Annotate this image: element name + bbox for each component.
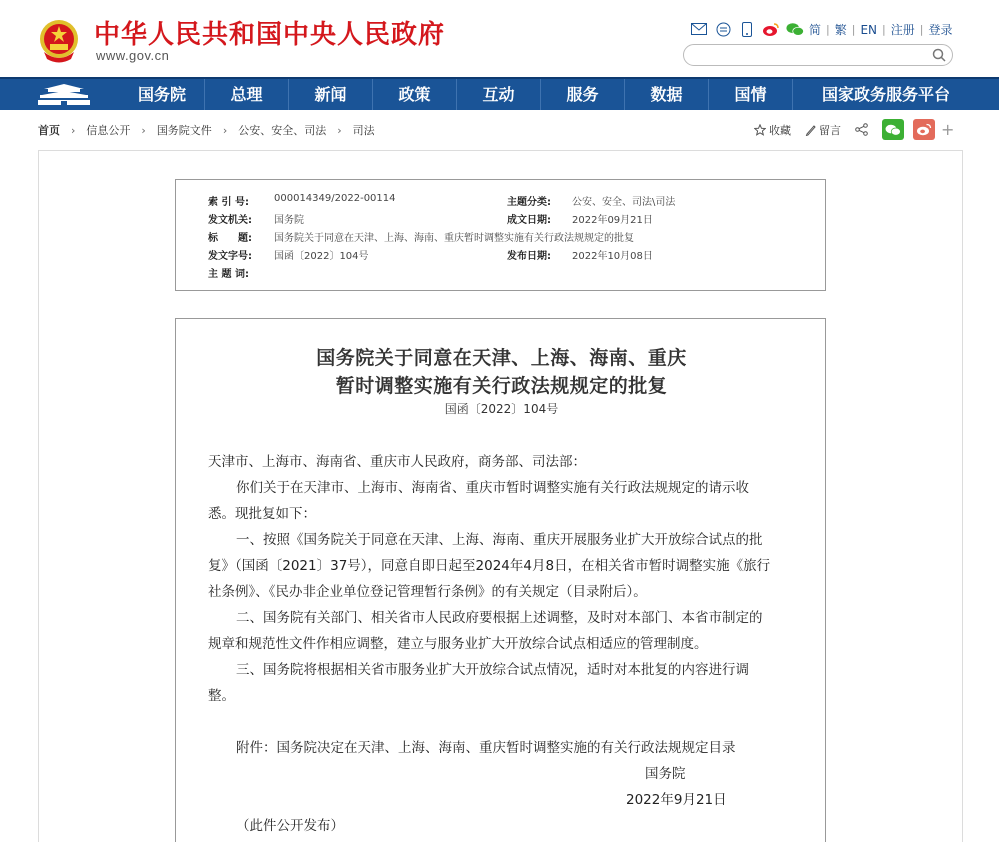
index-label: 索 引 号:: [208, 197, 249, 208]
share-icon: [855, 123, 868, 136]
star-icon: [754, 124, 766, 136]
share-button[interactable]: [855, 123, 868, 136]
comment-label: 留言: [819, 123, 841, 137]
divider: |: [826, 23, 830, 36]
search-box: [683, 44, 953, 66]
divider: |: [882, 23, 886, 36]
traditional-link[interactable]: 繁: [834, 23, 847, 37]
keywords-label: 主 题 词:: [208, 269, 249, 280]
paragraph-line: 整。: [208, 688, 235, 704]
breadcrumb-state-council-documents[interactable]: 国务院文件: [156, 124, 212, 137]
doc-number-label: 发文字号:: [208, 251, 252, 262]
main-nav: [0, 77, 999, 110]
pencil-icon: [805, 124, 816, 136]
favorite-button[interactable]: [754, 122, 791, 138]
wechat-icon[interactable]: [786, 21, 804, 37]
search-icon[interactable]: [932, 48, 946, 62]
national-emblem-icon[interactable]: [38, 18, 80, 64]
login-link[interactable]: 登录: [928, 23, 953, 37]
chevron-right-icon: ›: [141, 123, 146, 137]
favorite-label: 收藏: [769, 123, 791, 137]
article-doc-number: 国函〔2022〕104号: [444, 402, 559, 416]
paragraph-line: 复》（国函〔2021〕37号），同意自即日起至2024年4月8日，在相关省市暂时调整实施《旅行: [208, 558, 771, 574]
divider: |: [851, 23, 856, 36]
paragraph-line: 悉。现批复如下：: [208, 506, 316, 522]
breadcrumb-home[interactable]: 首页: [38, 124, 60, 137]
breadcrumb-judicial[interactable]: 司法: [352, 124, 375, 137]
signatory: 国务院: [645, 766, 686, 782]
issuer-label: 发文机关:: [208, 215, 252, 226]
mobile-icon[interactable]: [738, 21, 756, 37]
nav-item-state-council[interactable]: 国务院: [137, 85, 186, 104]
nav-item-national-info[interactable]: 国情: [708, 79, 792, 110]
chevron-right-icon: ›: [71, 123, 76, 137]
weibo-icon[interactable]: [762, 21, 780, 37]
publication-note: （此件公开发布）: [236, 818, 344, 834]
doc-number-value: 国函〔2022〕104号: [274, 251, 369, 262]
issuer-value: 国务院: [274, 215, 304, 226]
paragraph-line: 社条例》、《民办非企业单位登记管理暂行条例》的有关规定（目录附后）。: [208, 584, 647, 600]
site-header: [0, 0, 999, 77]
published-date-value: 2022年10月08日: [572, 251, 653, 262]
article-body: [175, 318, 826, 842]
breadcrumb: [38, 122, 375, 138]
signature-date: 2022年9月21日: [626, 792, 727, 808]
nav-item-premier[interactable]: 总理: [204, 79, 288, 110]
created-date-label: 成文日期:: [507, 215, 551, 226]
wechat-share-button[interactable]: [882, 119, 904, 140]
chevron-right-icon: ›: [337, 123, 342, 137]
mail-icon[interactable]: [690, 21, 708, 37]
breadcrumb-info-disclosure[interactable]: 信息公开: [86, 124, 131, 137]
nav-item-interaction[interactable]: 互动: [456, 79, 540, 110]
english-link[interactable]: EN: [860, 22, 878, 37]
page-tools: [754, 119, 954, 140]
nav-item-gov-service-platform[interactable]: 国家政务服务平台: [792, 79, 979, 110]
tiananmen-gate-icon[interactable]: [36, 82, 92, 106]
title-label: 标 题:: [208, 233, 252, 244]
title-value: 国务院关于同意在天津、上海、海南、重庆暂时调整实施有关行政法规规定的批复: [274, 233, 634, 244]
document-info-table: [175, 179, 826, 291]
site-domain: www.gov.cn: [96, 48, 170, 63]
comment-button[interactable]: [805, 122, 841, 138]
top-links: [804, 21, 958, 38]
paragraph-line: 三、国务院将根据相关省市服务业扩大开放综合试点情况，适时对本批复的内容进行调: [236, 662, 749, 678]
site-title[interactable]: 中华人民共和国中央人民政府: [94, 20, 446, 50]
article-title-line-2: 暂时调整实施有关行政法规规定的批复: [335, 375, 668, 397]
paragraph-line: 你们关于在天津市、上海市、海南省、重庆市暂时调整实施有关行政法规规定的请示收: [236, 480, 749, 496]
simplified-link[interactable]: 简: [809, 23, 822, 37]
nav-item-data[interactable]: 数据: [624, 79, 708, 110]
category-label: 主题分类:: [507, 197, 551, 208]
paragraph-line: 规章和规范性文件作相应调整，建立与服务业扩大开放综合试点相适应的管理制度。: [208, 636, 708, 652]
search-input[interactable]: [694, 46, 934, 66]
article-title-line-1: 国务院关于同意在天津、上海、海南、重庆: [316, 347, 687, 369]
paragraph-line: 一、按照《国务院关于同意在天津、上海、海南、重庆开展服务业扩大开放综合试点的批: [236, 532, 763, 548]
more-share-icon[interactable]: +: [941, 120, 955, 139]
message-icon[interactable]: [714, 21, 732, 37]
addressee: 天津市、上海市、海南省、重庆市人民政府，商务部、司法部：: [208, 454, 586, 470]
register-link[interactable]: 注册: [890, 23, 915, 37]
divider: |: [919, 23, 924, 36]
attachment-link[interactable]: 附件：国务院决定在天津、上海、海南、重庆暂时调整实施的有关行政法规规定目录: [236, 740, 736, 756]
paragraph-line: 二、国务院有关部门、相关省市人民政府要根据上述调整，及时对本部门、本省市制定的: [236, 610, 763, 626]
weibo-share-button[interactable]: [913, 119, 935, 140]
category-value: 公安、安全、司法\司法: [572, 197, 676, 208]
published-date-label: 发布日期:: [507, 251, 551, 262]
nav-item-news[interactable]: 新闻: [288, 79, 372, 110]
wechat-icon: [885, 124, 901, 136]
index-value: 000014349/2022-00114: [274, 193, 396, 204]
nav-item-services[interactable]: 服务: [540, 79, 624, 110]
breadcrumb-public-security[interactable]: 公安、安全、司法: [238, 124, 327, 137]
nav-item-policy[interactable]: 政策: [372, 79, 456, 110]
chevron-right-icon: ›: [222, 123, 228, 137]
weibo-icon: [916, 123, 932, 136]
created-date-value: 2022年09月21日: [572, 215, 653, 226]
share-icon-group: [690, 20, 804, 38]
